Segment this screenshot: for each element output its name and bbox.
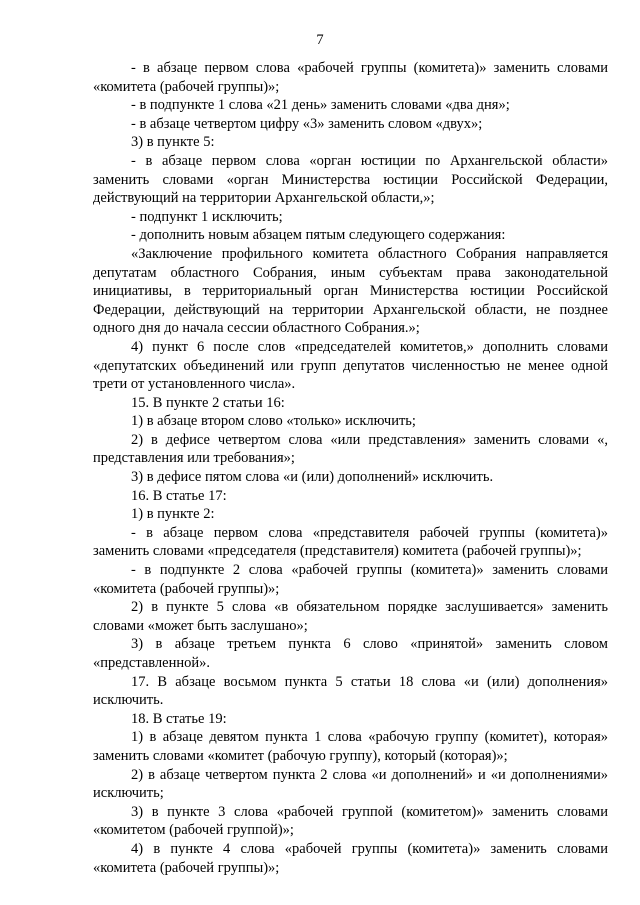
paragraph-amend-first-para: - в абзаце первом слова «рабочей группы (комитета)» заменить словами «комитета (рабочей группы)»; (93, 60, 608, 95)
paragraph-art16-3: 3) в дефисе пятом слова «и (или) дополнений» исключить. (131, 469, 494, 486)
paragraph-art17-item5: 2) в пункте 5 слова «в обязательном порядке заслушивается» заменить словами «может быть заслушано»; (93, 599, 608, 634)
paragraph-art19-4: 4) в пункте 4 слова «рабочей группы (комитета)» заменить словами «комитета (рабочей группы)»; (93, 840, 608, 876)
paragraph-art19-2: 2) в абзаце четвертом пункта 2 слова «и дополнений» и «и дополнениями» исключить; (93, 766, 608, 802)
paragraph-art16-2: 2) в дефисе четвертом слова «или представления» заменить словами «, представления или требования»; (93, 431, 608, 467)
page-number: 7 (316, 32, 324, 48)
document-body (93, 59, 608, 877)
paragraph-art17-first: - в абзаце первом слова «представителя рабочей группы (комитета)» заменить словами «председателя (представителя) комитета (рабочей группы)»; (93, 524, 608, 560)
paragraph-quoted-conclusion: «Заключение профильного комитета областного Собрания направляется депутатам областного Собрания, иным субъектам права законодательной инициативы, в территориальный орган Министерства юстиции Российской Федерации, действующий на территории Архангельской области, не позднее одного дня до начала сессии областного Собрания.»; (93, 245, 608, 337)
paragraph-add-fifth: - дополнить новым абзацем пятым следующего содержания: (131, 227, 506, 244)
paragraph-art17-item-2: 1) в пункте 2: (131, 506, 215, 523)
heading-article-19: 18. В статье 19: (131, 710, 227, 727)
paragraph-art19-1: 1) в абзаце девятом пункта 1 слова «рабочую группу (комитет), которая» заменить словами «комитет (рабочую группу), который (которая)»; (93, 729, 608, 764)
heading-article-16: 15. В пункте 2 статьи 16: (131, 394, 285, 411)
heading-article-17: 16. В статье 17: (131, 487, 227, 504)
paragraph-fourth-para: - в абзаце четвертом цифру «3» заменить словом «двух»; (131, 115, 483, 132)
paragraph-item-6: 4) пункт 6 после слов «председателей комитетов,» дополнить словами «депутатских объединений или групп депутатов численностью не менее одной трети от установленного числа». (93, 338, 608, 393)
paragraph-item-3: 3) в пункте 5: (131, 134, 215, 151)
paragraph-subitem-1: - в подпункте 1 слова «21 день» заменить словами «два дня»; (131, 97, 510, 114)
paragraph-justice-organ: - в абзаце первом слова «орган юстиции по Архангельской области» заменить словами «орган Министерства юстиции Российской Федерации, действующий на территории Архангельской области,»; (93, 152, 608, 207)
paragraph-art17-item6: 3) в абзаце третьем пункта 6 слово «принятой» заменить словом «представленной». (93, 636, 608, 671)
paragraph-art16-1: 1) в абзаце втором слово «только» исключить; (131, 413, 416, 430)
paragraph-subitem-exclude: - подпункт 1 исключить; (131, 208, 283, 225)
paragraph-article-18: 17. В абзаце восьмом пункта 5 статьи 18 слова «и (или) дополнения» исключить. (93, 673, 608, 709)
paragraph-art17-sub2: - в подпункте 2 слова «рабочей группы (комитета)» заменить словами «комитета (рабочей группы)»; (93, 562, 608, 597)
paragraph-art19-3: 3) в пункте 3 слова «рабочей группой (комитетом)» заменить словами «комитетом (рабочей группой)»; (93, 803, 608, 839)
